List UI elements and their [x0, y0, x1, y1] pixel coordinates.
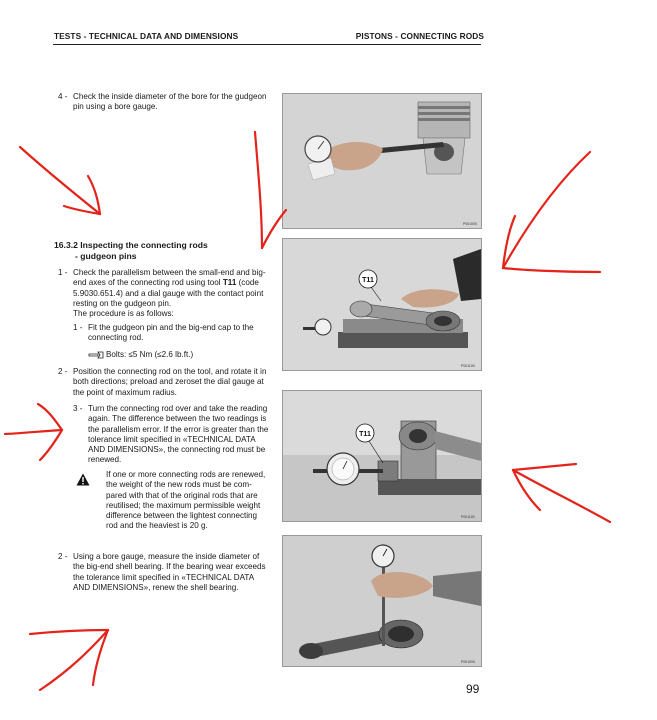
figure-piston-bore-gauge	[282, 93, 482, 229]
figure-dial-reading	[282, 390, 482, 522]
annotation-arrow	[40, 630, 108, 690]
text-line: both directions; preload and zeroset the dial gauge at	[73, 377, 264, 387]
text-line: end axes of the connecting rod using tool T11 (code	[73, 278, 259, 288]
text-line: tolerance limit specified in «TECHNICAL DATA	[88, 434, 256, 444]
step-number: 2 -	[58, 367, 68, 376]
annotation-arrow	[20, 147, 100, 214]
text-line: pared with that of the original rods that are	[106, 490, 258, 500]
tool-label: T11	[362, 277, 374, 284]
text-line: reutilised; the maximum permissible weight	[106, 500, 261, 510]
annotation-arrow	[503, 268, 600, 272]
text-line: AND DIMENSIONS», the connecting rod must be	[88, 445, 266, 455]
tool-label: T11	[359, 431, 371, 438]
text-line: the parallelism error. If the error is greater than the	[88, 424, 269, 434]
annotation-arrow	[64, 206, 100, 214]
annotation-arrow	[30, 630, 108, 634]
text-line: Check the inside diameter of the bore for the gudgeon	[73, 92, 267, 101]
step-number: 2 -	[58, 552, 68, 561]
header-rule	[53, 44, 481, 45]
step-number: 1 -	[73, 323, 83, 332]
section-title-line2: - gudgeon pins	[75, 250, 137, 261]
text-line: The procedure is as follows:	[73, 309, 174, 319]
warning-note	[106, 470, 276, 532]
annotation-arrow	[88, 176, 100, 214]
bolts-spec: Bolts: ≤5 Nm (≤2.6 lb.ft.)	[88, 350, 193, 360]
annotation-arrow	[513, 464, 576, 470]
figure-big-end-gauge	[282, 535, 482, 667]
wrench-icon	[88, 351, 104, 359]
tool-code: T11	[222, 278, 237, 288]
annotation-arrow	[513, 470, 610, 522]
text-line: Position the connecting rod on the tool, and rotate it in	[73, 367, 267, 376]
step-number: 4 -	[58, 92, 68, 101]
page-number: 99	[466, 682, 480, 696]
text-line: the weight of the new rods must be com-	[106, 480, 252, 490]
section-title-line1: 16.3.2 Inspecting the connecting rods	[54, 240, 208, 250]
annotation-arrow	[503, 152, 590, 268]
figure-parallelism-tool	[282, 238, 482, 371]
text-line: AND DIMENSIONS», renew the shell bearing.	[73, 582, 239, 592]
text-line: the point of maximum radius.	[73, 387, 177, 397]
annotation-arrow	[40, 430, 62, 460]
text-line: resting on the gudgeon pin.	[73, 298, 172, 308]
text-line: difference between the lightest connecting	[106, 511, 258, 521]
annotation-arrow	[503, 216, 515, 268]
annotation-arrow	[5, 430, 62, 434]
text-line: Turn the connecting rod over and take the reading	[88, 404, 268, 413]
header-right-title: PISTONS - CONNECTING RODS	[355, 31, 484, 41]
figure-code: P001100	[461, 364, 475, 368]
figure-code: P001000	[463, 222, 478, 226]
figure-code: P001000	[461, 660, 476, 664]
annotation-arrow	[93, 630, 108, 685]
step-number: 1 -	[58, 268, 68, 277]
annotation-arrow	[255, 132, 262, 248]
text-line: the big-end shell bearing. If the bearing wear exceeds	[73, 562, 266, 572]
header-left-title: TESTS - TECHNICAL DATA AND DIMENSIONS	[54, 31, 239, 41]
step-number: 3 -	[73, 404, 83, 413]
annotation-arrow	[513, 470, 540, 510]
text-line: rod and the heaviest is 20 g.	[106, 521, 208, 531]
text-line: 5.9030.651.4) and a dial gauge with the contact point	[73, 288, 264, 298]
figure-code: P001100	[461, 515, 475, 519]
text-line: again. The difference between the two readings is	[88, 414, 267, 424]
text-line: Fit the gudgeon pin and the big-end cap to the	[88, 323, 254, 332]
text-line: connecting rod.	[88, 333, 144, 343]
text-line: renewed.	[88, 455, 122, 465]
text-line: Check the parallelism between the small-end and big-	[73, 268, 266, 277]
section-title	[54, 240, 208, 261]
text-line: Using a bore gauge, measure the inside diameter of	[73, 552, 260, 561]
text-line: If one or more connecting rods are renewed,	[106, 470, 266, 479]
text-line: pin using a bore gauge.	[73, 102, 158, 112]
warning-icon	[76, 473, 90, 486]
annotation-arrow	[38, 404, 62, 430]
text-line: the tolerance limit specified in «TECHNICAL DATA	[73, 572, 255, 582]
